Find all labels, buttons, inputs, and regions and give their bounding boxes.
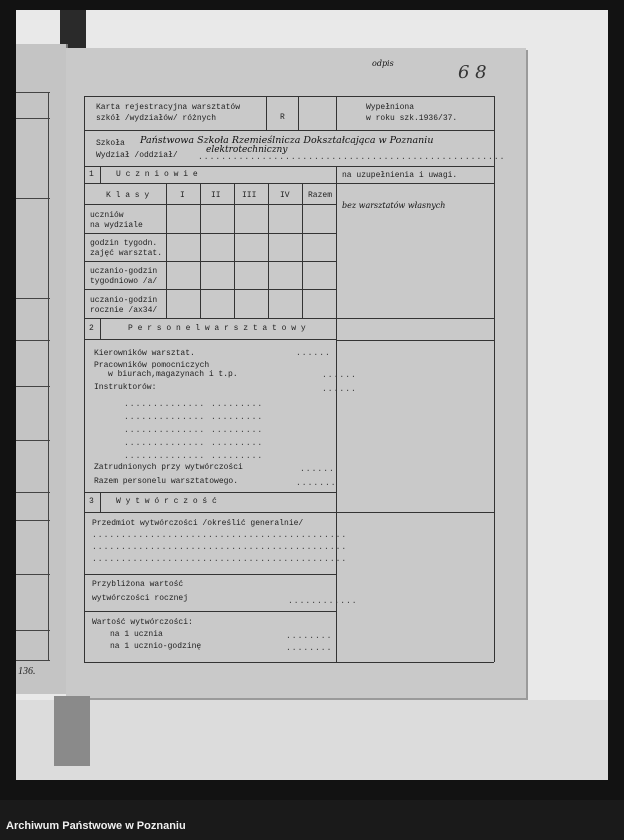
section1-title: U c z n i o w i e — [116, 170, 198, 179]
prev-page-rule — [16, 92, 50, 93]
staff-total: Razem personelu warsztatowego. — [94, 477, 239, 486]
dotted-line: ............................................ — [92, 543, 348, 552]
form-title-line1: Karta rejestracyjna warsztatów — [96, 103, 241, 112]
classes-header: K l a s y — [106, 191, 150, 200]
staff-instructors: Instruktorów: — [94, 383, 157, 392]
previous-page-edge — [16, 44, 68, 694]
worth-title: Wartość wytwórczości: — [92, 618, 193, 627]
worth-per-hour: na 1 ucznio-godzinę — [110, 642, 202, 651]
staff-heads: Kierowników warsztat. — [94, 349, 195, 358]
dotted-line: ...... — [300, 465, 335, 474]
rule — [234, 183, 235, 318]
dotted-line: ............ — [288, 597, 358, 606]
prev-page-rule — [16, 520, 50, 521]
form-letter: R — [280, 113, 285, 122]
school-label: Szkoła — [96, 139, 125, 148]
dotted-line: .............. ......... — [124, 426, 264, 435]
dotted-line: ..................................................... — [198, 153, 506, 162]
section1-number: 1 — [89, 170, 94, 179]
dotted-line: ............................................ — [92, 531, 348, 540]
prev-page-rule — [16, 386, 50, 387]
rule — [100, 318, 101, 339]
rule — [84, 339, 336, 340]
rule — [84, 183, 494, 184]
staff-production: Zatrudnionych przy wytwórczości — [94, 463, 243, 472]
row-student-hours-weekly: uczanio-godzin tygodniowo /a/ — [90, 267, 158, 286]
prev-page-rule — [16, 630, 50, 631]
rule — [336, 340, 494, 341]
rule — [84, 512, 336, 513]
prev-page-rule — [16, 440, 50, 441]
rule — [84, 611, 336, 612]
annotation-odpis: odpis — [372, 59, 394, 68]
rule — [84, 289, 336, 290]
registration-card — [66, 48, 526, 698]
rule — [84, 662, 494, 663]
section3-title: W y t w ó r c z o ś ć — [116, 497, 217, 506]
worth-per-student: na 1 ucznia — [110, 630, 163, 639]
rule — [268, 183, 269, 318]
remarks-handwritten: bez warsztatów własnych — [342, 201, 446, 210]
row-students: uczniów na wydziale — [90, 211, 143, 230]
rule — [100, 492, 101, 512]
prev-page-rule — [16, 492, 50, 493]
folio-number: 6 8 — [458, 62, 487, 83]
form-title-line2: szkół /wydziałów/ różnych — [96, 114, 217, 123]
prev-page-number: 136. — [18, 666, 36, 677]
class-col-1: I — [180, 191, 185, 200]
prev-page-rule — [16, 574, 50, 575]
rule — [84, 130, 494, 131]
section2-number: 2 — [89, 324, 94, 333]
value-label-line1: Przybliżona wartość — [92, 580, 184, 589]
dotted-line: .............. ......... — [124, 452, 264, 461]
lightbox-lower — [16, 700, 608, 780]
class-col-4: IV — [280, 191, 290, 200]
rule — [84, 318, 494, 319]
row-student-hours-yearly: uczanio-godzin rocznie /ax34/ — [90, 296, 158, 315]
dotted-line: ........ — [286, 632, 333, 641]
row-hours: godzin tygodn. zajęć warsztat. — [90, 239, 163, 258]
prev-page-rule — [16, 298, 50, 299]
binder-strip-lower — [54, 696, 90, 766]
rule — [84, 261, 336, 262]
rule — [494, 96, 495, 662]
class-col-total: Razem — [308, 191, 333, 200]
product-label: Przedmiot wytwórczości /określić generalnie/ — [92, 519, 304, 528]
rule — [84, 492, 336, 493]
rule — [84, 166, 494, 167]
prev-page-rule — [16, 660, 50, 661]
rule — [298, 96, 299, 130]
school-value: Państwowa Szkoła Rzemieślnicza Dokształcająca w Poznaniu — [140, 135, 434, 146]
filled-line2: w roku szk.1936/37. — [366, 114, 458, 123]
value-label-line2: wytwórczości rocznej — [92, 594, 189, 603]
section3-number: 3 — [89, 497, 94, 506]
dotted-line: ........ — [286, 644, 333, 653]
filled-line1: Wypełniona — [366, 103, 415, 112]
remarks-title: na uzupełnienia i uwagi. — [342, 171, 458, 180]
rule — [302, 183, 303, 318]
rule — [336, 166, 337, 662]
dotted-line: .............. ......... — [124, 400, 264, 409]
class-col-3: III — [242, 191, 257, 200]
rule — [84, 233, 336, 234]
rule — [200, 183, 201, 318]
dotted-line: .............. ......... — [124, 439, 264, 448]
department-value: elektrotechniczny — [206, 145, 288, 155]
prev-page-rule — [16, 118, 50, 119]
class-col-2: II — [211, 191, 221, 200]
rule — [336, 512, 494, 513]
section2-title: P e r s o n e l w a r s z t a t o w y — [128, 324, 306, 333]
dotted-line: .............. ......... — [124, 413, 264, 422]
dotted-line: ............................................ — [92, 555, 348, 564]
rule — [84, 574, 336, 575]
rule — [84, 96, 85, 662]
dotted-line: ...... — [296, 349, 331, 358]
rule — [166, 183, 167, 318]
rule — [266, 96, 267, 130]
rule — [336, 96, 337, 130]
staff-aux-where: w biurach,magazynach i t.p. — [108, 370, 238, 379]
department-label: Wydział /oddział/ — [96, 151, 178, 160]
rule — [84, 96, 494, 97]
staff-aux: Pracowników pomocniczych — [94, 361, 210, 370]
dotted-line: ...... — [322, 385, 357, 394]
archive-name: Archiwum Państwowe w Poznaniu — [6, 820, 186, 832]
prev-page-vline — [48, 92, 49, 660]
dotted-line: ....... — [296, 479, 337, 488]
dotted-line: ...... — [322, 371, 357, 380]
prev-page-rule — [16, 340, 50, 341]
rule — [100, 166, 101, 183]
prev-page-rule — [16, 198, 50, 199]
rule — [84, 204, 336, 205]
